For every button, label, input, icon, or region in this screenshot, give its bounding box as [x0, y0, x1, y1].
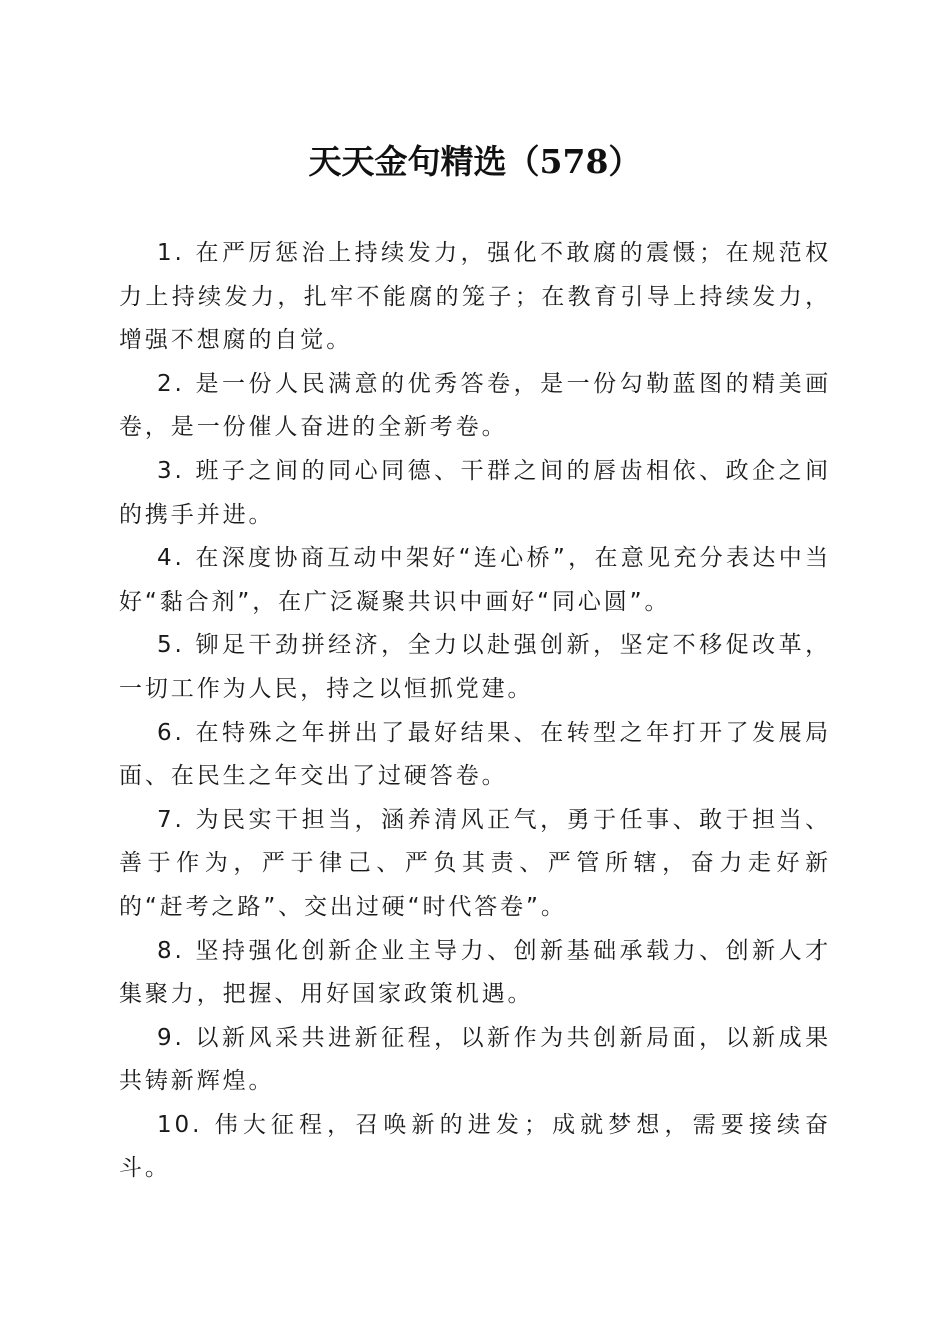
quote-item-2: 2. 是一份人民满意的优秀答卷，是一份勾勒蓝图的精美画卷，是一份催人奋进的全新考卷。	[119, 370, 831, 441]
document-title: 天天金句精选（578）	[308, 142, 642, 181]
quote-item-6: 6. 在特殊之年拼出了最好结果、在转型之年打开了发展局面、在民生之年交出了过硬答卷。	[119, 719, 831, 790]
quote-item-1: 1. 在严厉惩治上持续发力，强化不敢腐的震慑；在规范权力上持续发力，扎牢不能腐的笼子；在教育引导上持续发力，增强不想腐的自觉。	[119, 240, 831, 354]
quote-item-10: 10. 伟大征程，召唤新的进发；成就梦想，需要接续奋斗。	[119, 1111, 831, 1182]
quote-item-3: 3. 班子之间的同心同德、干群之间的唇齿相依、政企之间的携手并进。	[119, 457, 831, 528]
quote-item-5: 5. 铆足干劲拼经济，全力以赴强创新，坚定不移促改革，一切工作为人民，持之以恒抓党建。	[119, 632, 831, 702]
quote-item-7: 7. 为民实干担当，涵养清风正气，勇于任事、敢于担当、善于作为，严于律己、严负其责、严管所辖，奋力走好新的“赶考之路”、交出过硬“时代答卷”。	[119, 806, 831, 920]
quote-item-4: 4. 在深度协商互动中架好“连心桥”，在意见充分表达中当好“黏合剂”，在广泛凝聚共识中画好“同心圆”。	[119, 545, 831, 615]
quote-list	[119, 232, 831, 1191]
quote-item-9: 9. 以新风采共进新征程，以新作为共创新局面，以新成果共铸新辉煌。	[119, 1024, 831, 1095]
quote-item-8: 8. 坚持强化创新企业主导力、创新基础承载力、创新人才集聚力，把握、用好国家政策机遇。	[119, 937, 831, 1008]
